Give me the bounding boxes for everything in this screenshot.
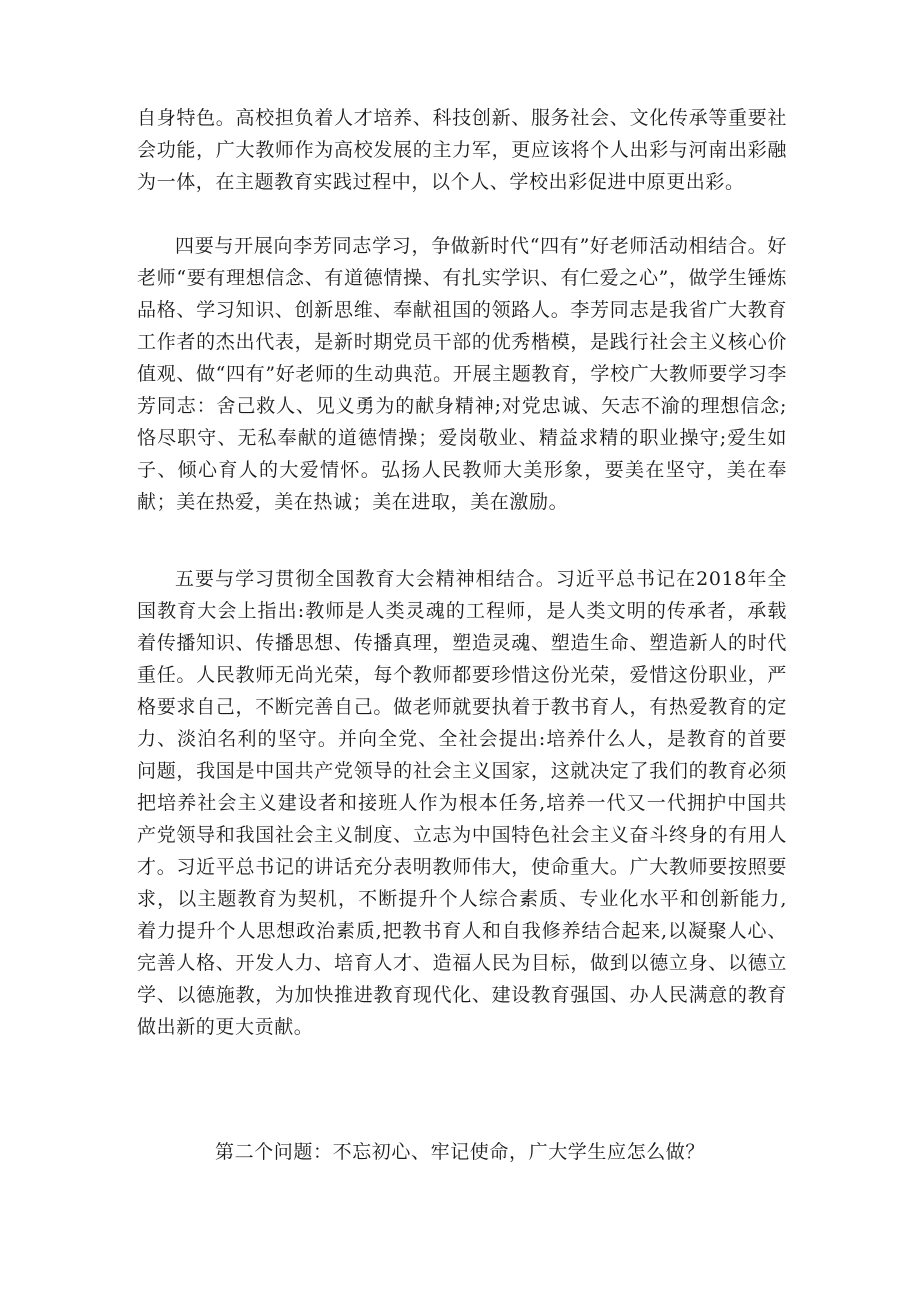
section-heading: 第二个问题：不忘初心、牢记使命，广大学生应怎么做？: [215, 1141, 706, 1163]
paragraph-point-five: 五要与学习贯彻全国教育大会精神相结合。习近平总书记在2018年全国教育大会上指出:教师是人类灵魂的工程师，是人类文明的传承者，承载着传播知识、传播思想、传播真理，塑造灵魂、塑造生命、塑造新人的时代重任。人民教师无尚光荣，每个教师都要珍惜这份光荣，爱惜这份职业，严格要求自己，不断完善自己。做老师就要执着于教书育人，有热爱教育的定力、淡泊名利的坚守。并向全党、全社会提出:培养什么人，是教育的首要问题，我国是中国共产党领导的社会主义国家，这就决定了我们的教育必须把培养社会主义建设者和接班人作为根本任务,培养一代又一代拥护中国共产党领导和我国社会主义制度、立志为中国特色社会主义奋斗终身的有用人才。习近平总书记的讲话充分表明教师伟大，使命重大。广大教师要按照要求，以主题教育为契机，不断提升个人综合素质、专业化水平和创新能力,着力提升个人思想政治素质,把教书育人和自我修养结合起来,以凝聚人心、完善人格、开发人力、培育人才、造福人民为目标，做到以德立身、以德立学、以德施教，为加快推进教育现代化、建设教育强国、办人民满意的教育做出新的更大贡献。: [137, 568, 787, 1038]
paragraph-point-four: 四要与开展向李芳同志学习，争做新时代“四有”好老师活动相结合。好老师“要有理想信念、有道德情操、有扎实学识、有仁爱之心”，做学生锤炼品格、学习知识、创新思维、奉献祖国的领路人。李芳同志是我省广大教育工作者的杰出代表，是新时期党员干部的优秀楷模，是践行社会主义核心价值观、做“四有”好老师的生动典范。开展主题教育，学校广大教师要学习李芳同志：舍己救人、见义勇为的献身精神;对党忠诚、矢志不渝的理想信念;恪尽职守、无私奉献的道德情操；爱岗敬业、精益求精的职业操守;爱生如子、倾心育人的大爱情怀。弘扬人民教师大美形象，要美在坚守，美在奉献；美在热爱，美在热诚；美在进取，美在激励。: [137, 235, 787, 513]
paragraph-continuation: 自身特色。高校担负着人才培养、科技创新、服务社会、文化传承等重要社会功能，广大教师作为高校发展的主力军，更应该将个人出彩与河南出彩融为一体，在主题教育实践过程中，以个人、学校出彩促进中原更出彩。: [137, 107, 787, 193]
